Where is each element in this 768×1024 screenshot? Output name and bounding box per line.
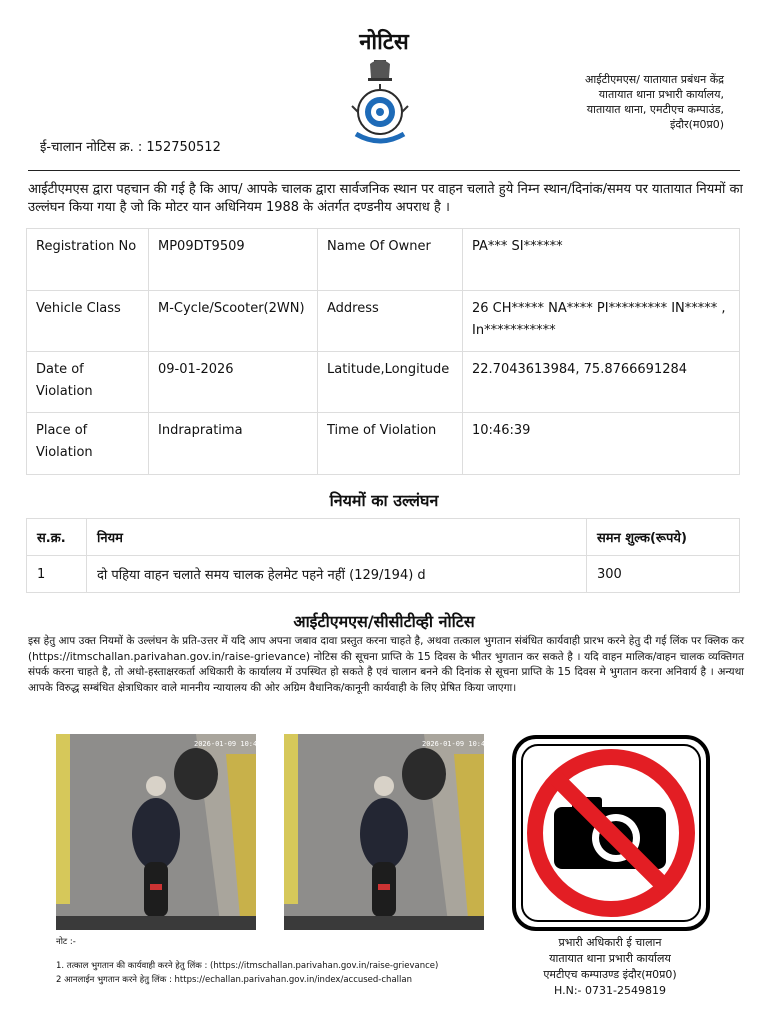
office-line: इंदौर(म0प्र0) xyxy=(669,118,724,131)
value-cell: MP09DT9509 xyxy=(149,229,318,291)
value-cell: 10:46:39 xyxy=(463,413,740,475)
header-cell: स.क्र. xyxy=(27,519,87,556)
intro-text: आईटीएमएस द्वारा पहचान की गई है कि आप/ आपके चालक द्वारा सार्वजनिक स्थान पर वाहन चलाते हुये निम्न स्थान/दिनांक/समय पर यातायात नियमों का उल्लंघन किया गया है जो कि मोटर यान अधिनियम 1988 के अंतर्गत दण्डनीय अपराध है । xyxy=(28,182,743,215)
signature-block xyxy=(500,935,720,999)
label-cell: Latitude,Longitude xyxy=(318,352,463,413)
value-cell: 26 CH***** NA**** PI********* IN***** , In*********** xyxy=(463,291,740,352)
challan-number: ई-चालान नोटिस क्र. : 152750512 xyxy=(40,140,221,155)
notice-title: नोटिस xyxy=(359,30,409,55)
payment-link[interactable]: 2 आनलाईन भुगतान करने हेतु लिंक : https://echallan.parivahan.gov.in/index/accused-challan xyxy=(56,974,412,985)
table-header-row xyxy=(27,519,740,556)
violations-table xyxy=(26,518,740,593)
fine-cell: 300 xyxy=(587,556,740,593)
vehicle-details-table xyxy=(26,228,740,475)
label-cell: Address xyxy=(318,291,463,352)
camera-timestamp: 2026-01-09 10:46:39 xyxy=(194,740,275,748)
office-line: आईटीएमएस/ यातायात प्रबंधन केंद्र xyxy=(585,73,724,86)
sign-line: प्रभारी अधिकारी ई चालान xyxy=(558,936,662,949)
value-cell: PA*** SI****** xyxy=(463,229,740,291)
label-cell: Name Of Owner xyxy=(318,229,463,291)
office-line: यातायात थाना प्रभारी कार्यालय, xyxy=(598,88,724,101)
label-cell: Date of Violation xyxy=(27,352,149,413)
header-cell: नियम xyxy=(87,519,587,556)
camera-image-2 xyxy=(284,734,503,930)
value-cell: M-Cycle/Scooter(2WN) xyxy=(149,291,318,352)
header-cell: समन शुल्क(रूपये) xyxy=(587,519,740,556)
table-row xyxy=(27,556,740,593)
camera-image-1 xyxy=(56,734,275,930)
label-cell: Vehicle Class xyxy=(27,291,149,352)
value-cell: 22.7043613984, 75.8766691284 xyxy=(463,352,740,413)
violations-heading: नियमों का उल्लंघन xyxy=(329,491,439,510)
sign-line: एमटीएच कम्पाउण्ड इंदौर(म0प्र0) xyxy=(543,968,677,981)
divider xyxy=(28,170,740,171)
sign-line: यातायात थाना प्रभारी कार्यालय xyxy=(549,952,671,965)
grievance-link[interactable]: 1. तत्काल भुगतान की कार्यवाही करने हेतु लिंक : (https://itmschallan.parivahan.gov.in/raise-grievance) xyxy=(56,961,439,971)
value-cell: Indrapratima xyxy=(149,413,318,475)
camera-timestamp: 2026-01-09 10:46:39 xyxy=(422,740,503,748)
table-row xyxy=(27,352,740,413)
table-row xyxy=(27,413,740,475)
itms-paragraph: इस हेतु आप उक्त नियमों के उल्लंघन के प्रति-उत्तर में यदि आप अपना जबाव दावा प्रस्तुत करना चाहते है, अथवा तत्काल भुगतान संबंधित कार्यवाही प्रारभ करने हेतु दी गई लिंक पर क्लिक कर (https://itmschallan.parivahan.gov.in/raise-grievance) नोटिस की सूचना प्राप्ति के 15 दिवस के भीतर भुगतान कर सकते है । यदि वाहन मालिक/वाहन चालक व्यक्तिगत संपर्क करना चाहते है, तो अधो-हस्ताक्षरकर्ता अधिकारी के कार्यालय में उपस्थित हो सकते है एवं चालान बनने की दिनांक से सूचना प्राप्ति के 15 दिवस मे भुगतान करना अनिवार्य है । अन्यथा आपके विरुद्ध सम्बंधित क्षेत्राधिकार वाले माननीय न्यायालय की ओर अग्रिम वैधानिक/कानूनी कार्यवाही के लिए प्रेषित किया जाएगा। xyxy=(28,635,744,694)
rule-cell: दो पहिया वाहन चलाते समय चालक हेलमेट पहने नहीं (129/194) d xyxy=(87,556,587,593)
office-line: यातायात थाना, एमटीएच कम्पाउंड, xyxy=(586,103,724,116)
label-cell: Place of Violation xyxy=(27,413,149,475)
table-row xyxy=(27,229,740,291)
serial-cell: 1 xyxy=(27,556,87,593)
table-row xyxy=(27,291,740,352)
itms-heading: आईटीएमएस/सीसीटीव्ही नोटिस xyxy=(293,612,475,631)
links-block xyxy=(56,960,438,987)
no-camera-icon xyxy=(512,735,710,931)
label-cell: Time of Violation xyxy=(318,413,463,475)
value-cell: 09-01-2026 xyxy=(149,352,318,413)
office-address xyxy=(504,72,724,132)
note-label: नोट :- xyxy=(56,937,76,947)
police-emblem-logo xyxy=(348,56,412,148)
label-cell: Registration No xyxy=(27,229,149,291)
sign-line: H.N:- 0731-2549819 xyxy=(554,984,666,997)
